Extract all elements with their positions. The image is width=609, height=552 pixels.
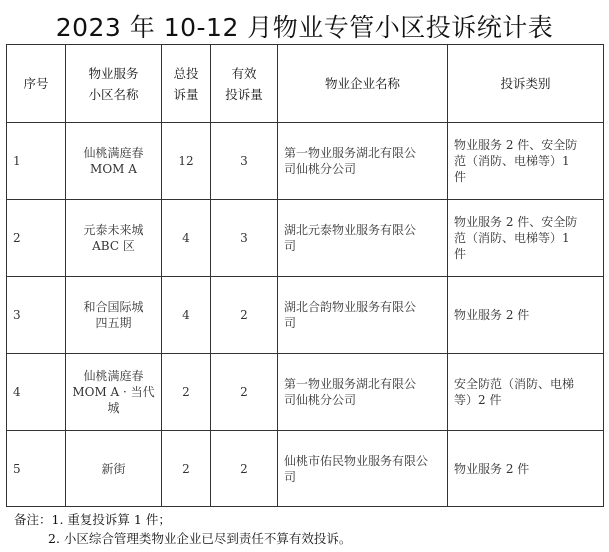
complaint-table — [6, 44, 604, 507]
cell-company: 湖北合韵物业服务有限公 司 — [278, 277, 448, 354]
cell-total: 4 — [162, 277, 211, 354]
cell-total: 2 — [162, 431, 211, 507]
cell-valid: 2 — [211, 431, 278, 507]
table-header-row — [7, 45, 604, 123]
cell-community: 新街 — [66, 431, 162, 507]
cell-company: 第一物业服务湖北有限公 司仙桃分公司 — [278, 354, 448, 431]
cell-category: 安全防范（消防、电梯 等）2 件 — [448, 354, 604, 431]
table-row — [7, 277, 604, 354]
header-no: 序号 — [7, 45, 66, 123]
table-row — [7, 431, 604, 507]
cell-valid: 3 — [211, 200, 278, 277]
header-community: 物业服务 小区名称 — [66, 45, 162, 123]
cell-no: 3 — [7, 277, 66, 354]
cell-category: 物业服务 2 件、安全防 范（消防、电梯等）1 件 — [448, 123, 604, 200]
header-valid: 有效 投诉量 — [211, 45, 278, 123]
cell-valid: 2 — [211, 354, 278, 431]
header-category: 投诉类别 — [448, 45, 604, 123]
cell-community: 仙桃满庭春 MOM A — [66, 123, 162, 200]
cell-community: 和合国际城 四五期 — [66, 277, 162, 354]
notes-label: 备注： — [14, 512, 52, 527]
notes — [14, 510, 351, 548]
cell-category: 物业服务 2 件 — [448, 431, 604, 507]
cell-total: 2 — [162, 354, 211, 431]
cell-company: 仙桃市佑民物业服务有限公 司 — [278, 431, 448, 507]
cell-company: 湖北元泰物业服务有限公 司 — [278, 200, 448, 277]
cell-total: 4 — [162, 200, 211, 277]
cell-no: 4 — [7, 354, 66, 431]
cell-company: 第一物业服务湖北有限公 司仙桃分公司 — [278, 123, 448, 200]
header-company: 物业企业名称 — [278, 45, 448, 123]
cell-valid: 3 — [211, 123, 278, 200]
header-total: 总投 诉量 — [162, 45, 211, 123]
page-title: 2023 年 10-12 月物业专管小区投诉统计表 — [55, 13, 554, 42]
cell-valid: 2 — [211, 277, 278, 354]
note-item: 1. 重复投诉算 1 件； — [51, 512, 171, 527]
cell-community: 仙桃满庭春 MOM A · 当代 城 — [66, 354, 162, 431]
cell-community: 元泰未来城 ABC 区 — [66, 200, 162, 277]
cell-category: 物业服务 2 件 — [448, 277, 604, 354]
note-item: 2. 小区综合管理类物业企业已尽到责任不算有效投诉。 — [48, 531, 352, 546]
table-row — [7, 200, 604, 277]
cell-no: 2 — [7, 200, 66, 277]
table-row — [7, 354, 604, 431]
cell-total: 12 — [162, 123, 211, 200]
cell-no: 1 — [7, 123, 66, 200]
table-row — [7, 123, 604, 200]
cell-no: 5 — [7, 431, 66, 507]
cell-category: 物业服务 2 件、安全防 范（消防、电梯等）1 件 — [448, 200, 604, 277]
